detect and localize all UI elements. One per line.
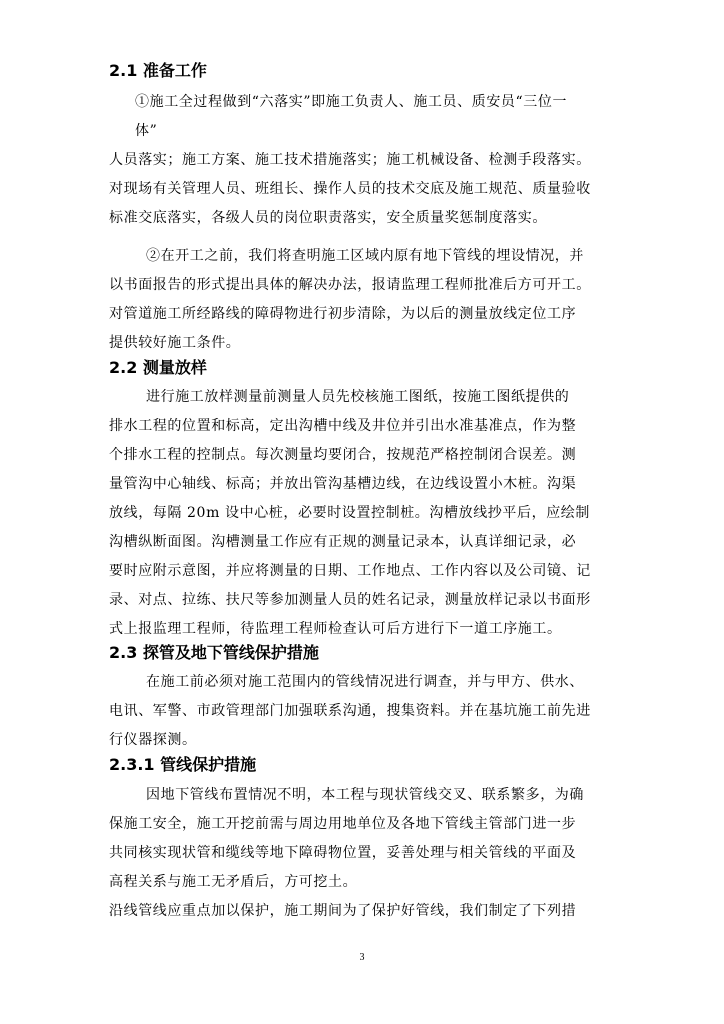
paragraph-line: 沿线管线应重点加以保护，施工期间为了保护好管线，我们制定了下列措: [109, 903, 577, 919]
paragraph-line: 进行施工放样测量前测量人员先校核施工图纸，按施工图纸提供的: [146, 389, 570, 405]
paragraph-line: 放线，每隔 20m 设中心桩，必要时设置控制桩。沟槽放线抄平后，应绘制: [109, 505, 590, 521]
paragraph-line: 保施工安全，施工开挖前需与周边用地单位及各地下管线主管部门进一步: [109, 816, 577, 832]
paragraph-line: ①施工全过程做到“六落实”即施工负责人、施工员、质安员“三位一: [135, 94, 568, 110]
paragraph-line: 共同核实现状管和缆线等地下障碍物位置，妥善处理与相关管线的平面及: [109, 845, 577, 861]
paragraph-line: 要时应附示意图，并应将测量的日期、工作地点、工作内容以及公司镜、记: [109, 563, 591, 579]
paragraph-line: 以书面报告的形式提出具体的解决办法，报请监理工程师批准后方可开工。: [109, 277, 591, 293]
paragraph-line: 标准交底落实，各级人员的岗位职责落实，安全质量奖惩制度落实。: [109, 210, 547, 226]
paragraph-line: 体”: [135, 123, 158, 139]
section-heading-2-3: 2.3 探管及地下管线保护措施: [109, 643, 319, 662]
paragraph-line: 人员落实；施工方案、施工技术措施落实；施工机械设备、检测手段落实。: [109, 152, 591, 168]
paragraph-line: 个排水工程的控制点。每次测量均要闭合，按规范严格控制闭合误差。测: [109, 447, 577, 463]
paragraph-line: 在施工前必须对施工范围内的管线情况进行调查，并与甲方、供水、: [146, 674, 584, 690]
paragraph-line: 式上报监理工程师，待监理工程师检查认可后方进行下一道工序施工。: [109, 621, 562, 637]
paragraph-line: 排水工程的位置和标高，定出沟槽中线及井位并引出水准基准点，作为整: [109, 418, 577, 434]
paragraph-line: ②在开工之前，我们将查明施工区域内原有地下管线的埋设情况，并: [146, 248, 584, 264]
paragraph-line: 高程关系与施工无矛盾后，方可挖土。: [109, 874, 358, 890]
section-heading-2-3-1: 2.3.1 管线保护措施: [109, 755, 257, 774]
paragraph-line: 量管沟中心轴线、标高；并放出管沟基槽边线，在边线设置小木桩。沟渠: [109, 476, 577, 492]
paragraph-line: 录、对点、拉练、扶尺等参加测量人员的姓名记录，测量放样记录以书面形: [109, 592, 591, 608]
paragraph-line: 因地下管线布置情况不明，本工程与现状管线交叉、联系繁多，为确: [146, 787, 584, 803]
page-number: 3: [359, 952, 365, 963]
paragraph-line: 沟槽纵断面图。沟槽测量工作应有正规的测量记录本，认真详细记录，必: [109, 534, 577, 550]
section-heading-2-1: 2.1 准备工作: [109, 61, 207, 80]
paragraph-line: 提供较好施工条件。: [109, 335, 241, 351]
paragraph-line: 对管道施工所经路线的障碍物进行初步清除，为以后的测量放线定位工序: [109, 306, 577, 322]
paragraph-line: 对现场有关管理人员、班组长、操作人员的技术交底及施工规范、质量验收: [109, 181, 591, 197]
paragraph-line: 行仪器探测。: [109, 732, 197, 748]
paragraph-line: 电讯、军警、市政管理部门加强联系沟通，搜集资料。并在基坑施工前先进: [109, 703, 591, 719]
section-heading-2-2: 2.2 测量放样: [109, 358, 207, 377]
